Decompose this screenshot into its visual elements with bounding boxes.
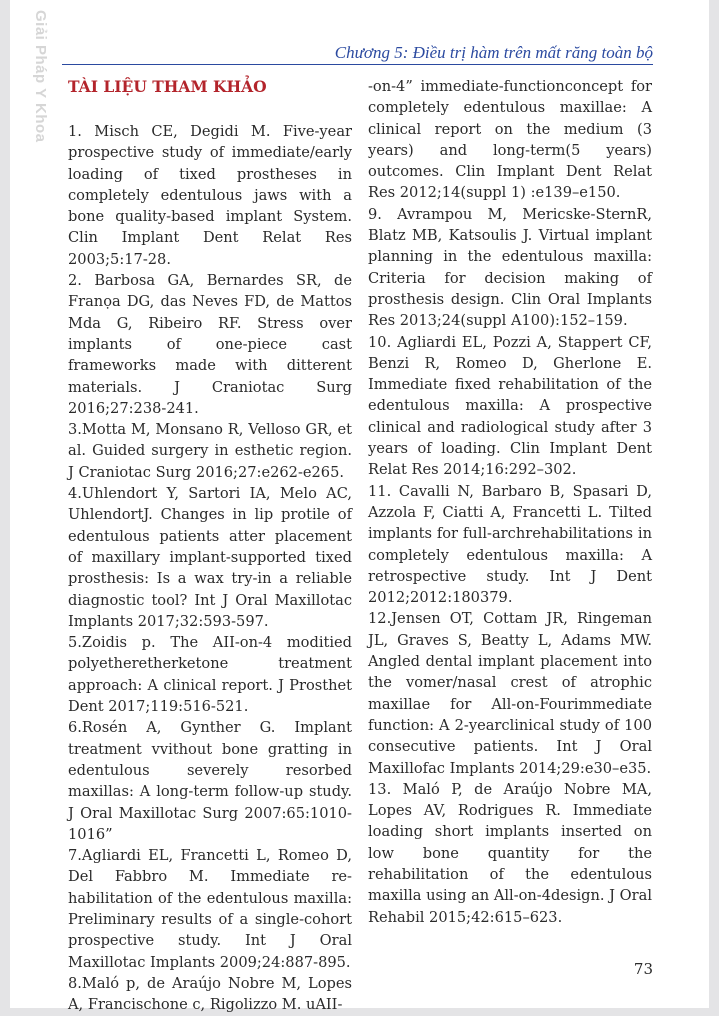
reference-item: 9. Avrampou M, Mericske-SternR, Blatz MB, Katsoulis J. Virtual implant planning in the edentulous maxilla: Criteria for decision making of prosthesis design. Clin Oral Implants Res 2013;24(suppl A100):152–159. — [368, 205, 652, 330]
reference-item: 7.Agliardi EL, Francetti L, Romeo D, Del Fabbro M. Immediate re- habilitation of the edentulous maxilla: Preliminary results of a single-cohort prospective study. Int J Oral Maxillotac Implants 2009;24:887-895. — [68, 847, 352, 971]
reference-item: 12.Jensen OT, Cottam JR, Ringeman JL, Graves S, Beatty L, Adams MW. Angled dental implant placement into the vomer/nasal crest of atrophic maxillae for All-on-Fourimmediate function: A 2-yearclinical study of 100 consecutive patients. Int J Oral Maxillofac Implants 2014;29:e30–e35. — [368, 610, 652, 777]
section-title: TÀI LIỆU THAM KHẢO — [68, 77, 267, 96]
reference-item: 8.Maló p, de Araújo Nobre M, Lopes A, Francischone c, Rigolizzo M. uAII- — [68, 974, 352, 1014]
reference-item: 2. Barbosa GA, Bernardes SR, de Franọa DG, das Neves FD, de Mattos Mda G, Ribeiro RF. Stress over implants of one-piece cast frameworks made with ditterent materials. J Craniotac Surg 2016;27:238-241. — [68, 272, 352, 417]
reference-item: -on-4” immediate-functionconcept for completely edentulous maxillae: A clinical report on the medium (3 years) and long-term(5 years) outcomes. Clin Implant Dent Relat Res 2012;14(suppl 1) :e139–e150. — [368, 78, 652, 202]
reference-item: 5.Zoidis p. The AII-on-4 moditied polyetheretherketone treatment approach: A clinical report. J Prosthet Dent 2017;119:516-521. — [68, 634, 352, 716]
right-column — [368, 76, 652, 928]
reference-item: 4.Uhlendort Y, Sartori IA, Melo AC, UhlendortJ. Changes in lip protile of edentulous patients atter placement of maxillary implant-supported tixed prosthesis: Is a wax try-in a reliable diagnostic tool? Int J Oral Maxillotac Implants 2017;32:593-597. — [68, 485, 352, 630]
reference-item: 10. Agliardi EL, Pozzi A, Stappert CF, Benzi R, Romeo D, Gherlone E. Immediate fixed rehabilitation of the edentulous maxilla: A prospective clinical and radiological study after 3 years of loading. Clin Implant Dent Relat Res 2014;16:292–302. — [368, 333, 652, 479]
side-watermark-label: Giải Pháp Y Khoa — [32, 10, 49, 143]
reference-item: 6.Rosén A, Gynther G. Implant treatment vvithout bone gratting in edentulous severely resorbed maxillas: A long-term follow-up study. J Oral Maxillotac Surg 2007:65:1010-1016” — [68, 719, 352, 843]
reference-item: 11. Cavalli N, Barbaro B, Spasari D, Azzola F, Ciatti A, Francetti L. Tilted implants for full-archrehabilitations in completely edentulous maxilla: A retrospective study. Int J Dent 2012;2012:180379. — [368, 482, 652, 607]
page-number: 73 — [633, 960, 653, 978]
reference-item: 13. Maló P, de Araújo Nobre MA, Lopes AV, Rodrigues R. Immediate loading short implants inserted on low bone quantity for the rehabilitation of the edentulous maxilla using an All-on-4design. J Oral Rehabil 2015;42:615–623. — [368, 780, 652, 926]
reference-item: 3.Motta M, Monsano R, Velloso GR, et al. Guided surgery in esthetic region. J Craniotac Surg 2016;27:e262-e265. — [68, 421, 352, 481]
chapter-header: Chương 5: Điều trị hàm trên mất răng toàn bộ — [334, 43, 653, 62]
header-rule — [62, 64, 653, 65]
reference-item: 1. Misch CE, Degidi M. Five-year prospective study of immediate/early loading of tixed prostheses in completely edentulous jaws with a bone quality-based implant System. Clin Implant Dent Relat Res 2003;5:17-28. — [68, 123, 352, 268]
left-column — [68, 76, 352, 1015]
